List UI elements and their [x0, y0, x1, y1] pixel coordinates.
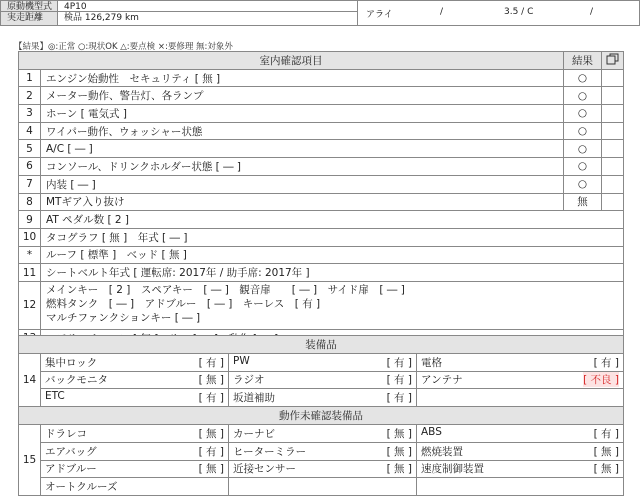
unconfirmed-row: [19, 424, 624, 442]
unconfirmed-label: ABS: [421, 425, 442, 438]
unconfirmed-value: [ 無 ]: [386, 445, 412, 458]
equip-label: アンテナ: [421, 374, 463, 387]
equip-cell: [417, 389, 624, 407]
unconfirmed-row: [19, 442, 624, 460]
check-row-number: 8: [19, 193, 41, 211]
check-row: [19, 193, 624, 211]
unconfirmed-row: [19, 478, 624, 496]
alignment-box: [358, 0, 640, 26]
check-row-empty: [602, 175, 624, 193]
unconfirmed-label: カーナビ: [233, 427, 275, 440]
check-row: [19, 175, 624, 193]
check-row-number: 2: [19, 87, 41, 105]
check-row-number: 10: [19, 228, 41, 246]
check-row-number: 7: [19, 175, 41, 193]
unconfirmed-cell: [41, 460, 229, 478]
unconfirmed-cell: [417, 424, 624, 442]
unconfirmed-cell: [417, 460, 624, 478]
check-row-text: タコグラフ [ 無 ] 年式 [ ― ]: [41, 228, 624, 246]
unconfirmed-cell: [41, 442, 229, 460]
unconfirmed-cell: [417, 442, 624, 460]
check-row-12-number: 12: [19, 281, 41, 329]
copy-icon[interactable]: [606, 53, 620, 65]
check-row-text: MTギア入り抜け: [41, 193, 564, 211]
unconfirmed-label: オートクルーズ: [45, 481, 118, 494]
keys-line-3: マルチファンクションキー [ ― ]: [46, 311, 201, 324]
check-row-text: AT ペダル数 [ 2 ]: [41, 211, 624, 229]
mileage-value: 検品 126,279 km: [58, 12, 358, 26]
unconfirmed-cell: [417, 478, 624, 496]
check-row-number: 1: [19, 69, 41, 87]
check-row: [19, 246, 624, 264]
equip-label: 電格: [421, 356, 442, 369]
equip-cell: [417, 371, 624, 389]
equip-cell: [41, 353, 229, 371]
check-row-empty: [602, 105, 624, 123]
check-row: [19, 69, 624, 87]
unconfirmed-row: [19, 460, 624, 478]
unconfirmed-header: 動作未確認装備品: [19, 407, 624, 425]
check-row-text: ルーフ [ 標準 ] ベッド [ 無 ]: [41, 246, 624, 264]
interior-check-header: 室内確認項目: [19, 52, 564, 70]
check-row-text: A/C [ ― ]: [41, 140, 564, 158]
unconfirmed-cell: [229, 442, 417, 460]
unconfirmed-label: ドラレコ: [45, 427, 87, 440]
check-row-number: 3: [19, 105, 41, 123]
equip-cell: [41, 371, 229, 389]
equip-value: [ 有 ]: [386, 392, 412, 405]
unconfirmed-value: [ 無 ]: [593, 463, 619, 476]
check-row: [19, 228, 624, 246]
check-row-result: ○: [564, 105, 602, 123]
unconfirmed-cell: [229, 460, 417, 478]
check-row-text: シートベルト年式 [ 運転席: 2017年 / 助手席: 2017年 ]: [41, 264, 624, 282]
equip-row: [19, 353, 624, 371]
equip-cell: [417, 353, 624, 371]
keys-line-2: 燃料タンク [ ― ] アドブルー [ ― ] キーレス [ 有 ]: [46, 297, 321, 310]
check-row: [19, 140, 624, 158]
equip-cell: [229, 353, 417, 371]
equip-value: [ 有 ]: [593, 356, 619, 369]
unconfirmed-cell: [229, 424, 417, 442]
equip-label: ETC: [45, 390, 65, 403]
mileage-label: 実走距離: [0, 12, 58, 26]
engine-type-label: 原動機型式: [0, 0, 58, 12]
copy-cell[interactable]: [602, 52, 624, 70]
unconfirmed-cell: [41, 478, 229, 496]
check-row-result: ○: [564, 87, 602, 105]
equip-value: [ 無 ]: [198, 374, 224, 387]
check-row-empty: [602, 122, 624, 140]
check-row-number: *: [19, 246, 41, 264]
equip-value: [ 有 ]: [386, 374, 412, 387]
check-row: [19, 264, 624, 282]
vehicle-info-header: [0, 0, 640, 26]
unconfirmed-label: 速度制御装置: [421, 463, 484, 476]
check-row-result: ○: [564, 175, 602, 193]
check-row-text: ホーン [ 電気式 ]: [41, 105, 564, 123]
engine-type-value: 4P10: [58, 0, 358, 12]
alignment-label: アライ: [366, 10, 393, 20]
check-row-empty: [602, 87, 624, 105]
unconfirmed-value: [ 無 ]: [593, 445, 619, 458]
equip-value: [ 有 ]: [386, 356, 412, 369]
check-row-text: ワイパー動作、ウォッシャー状態: [41, 122, 564, 140]
check-row-result: 無: [564, 193, 602, 211]
alignment-value-1: /: [440, 7, 444, 17]
result-legend: 【結果】◎:正常 ○:現状OK △:要点検 ×:要修理 無:対象外: [14, 42, 233, 52]
unconfirmed-label: ヒーターミラー: [233, 445, 307, 458]
alignment-value-2: 3.5 / C: [504, 7, 534, 17]
unconfirmed-value: [ 無 ]: [386, 427, 412, 440]
unconfirmed-value: [ 無 ]: [386, 463, 412, 476]
equip-label: 坂道補助: [233, 392, 275, 405]
unconfirmed-value: [ 無 ]: [198, 427, 224, 440]
result-header: 結果: [564, 52, 602, 70]
unconfirmed-label: 燃焼装置: [421, 445, 463, 458]
equip-label: PW: [233, 354, 250, 367]
equip-number: 14: [19, 353, 41, 406]
check-row-text: コンソール、ドリンクホルダー状態 [ ― ]: [41, 158, 564, 176]
unconfirmed-cell: [229, 478, 417, 496]
equip-label: ラジオ: [233, 374, 265, 387]
equipment-table: [18, 335, 624, 496]
equip-cell: [229, 389, 417, 407]
check-row-result: ○: [564, 69, 602, 87]
unconfirmed-cell: [41, 424, 229, 442]
equip-cell: [41, 389, 229, 407]
check-row-result: ○: [564, 122, 602, 140]
unconfirmed-number: 15: [19, 424, 41, 495]
check-row-result: ○: [564, 140, 602, 158]
equipment-header: 装備品: [19, 336, 624, 354]
check-row-empty: [602, 140, 624, 158]
check-row-12: [41, 281, 624, 329]
equip-row: [19, 389, 624, 407]
check-row-empty: [602, 69, 624, 87]
equip-value: [ 不良 ]: [583, 374, 619, 387]
unconfirmed-label: アドブルー: [45, 463, 97, 476]
check-row-empty: [602, 158, 624, 176]
equip-value: [ 有 ]: [198, 392, 224, 405]
interior-check-table: [18, 51, 624, 348]
check-row-number: 6: [19, 158, 41, 176]
unconfirmed-value: [ 無 ]: [198, 463, 224, 476]
check-row: [19, 122, 624, 140]
check-row-number: 11: [19, 264, 41, 282]
alignment-value-3: /: [590, 7, 594, 17]
equip-label: 集中ロック: [45, 356, 98, 369]
check-row: [19, 158, 624, 176]
check-row-result: ○: [564, 158, 602, 176]
check-row-number: 4: [19, 122, 41, 140]
check-row-text: 内装 [ ― ]: [41, 175, 564, 193]
unconfirmed-value: [ 有 ]: [593, 427, 619, 440]
equip-row: [19, 371, 624, 389]
equip-cell: [229, 371, 417, 389]
check-row: [19, 211, 624, 229]
check-row-number: 9: [19, 211, 41, 229]
keys-line-1: メインキー [ 2 ] スペアキー [ ― ] 観音扉 [ ― ] サイド扉 [ ― ]: [46, 283, 405, 296]
check-row: [19, 87, 624, 105]
check-row-number: 5: [19, 140, 41, 158]
check-row-text: エンジン始動性 セキュリティ [ 無 ]: [41, 69, 564, 87]
check-row-empty: [602, 193, 624, 211]
equip-value: [ 有 ]: [198, 356, 224, 369]
unconfirmed-label: エアバッグ: [45, 445, 97, 458]
check-row: [19, 105, 624, 123]
check-row-text: メーター動作、警告灯、各ランプ: [41, 87, 564, 105]
unconfirmed-label: 近接センサー: [233, 463, 296, 476]
unconfirmed-value: [ 有 ]: [198, 445, 224, 458]
equip-label: バックモニタ: [45, 374, 108, 387]
